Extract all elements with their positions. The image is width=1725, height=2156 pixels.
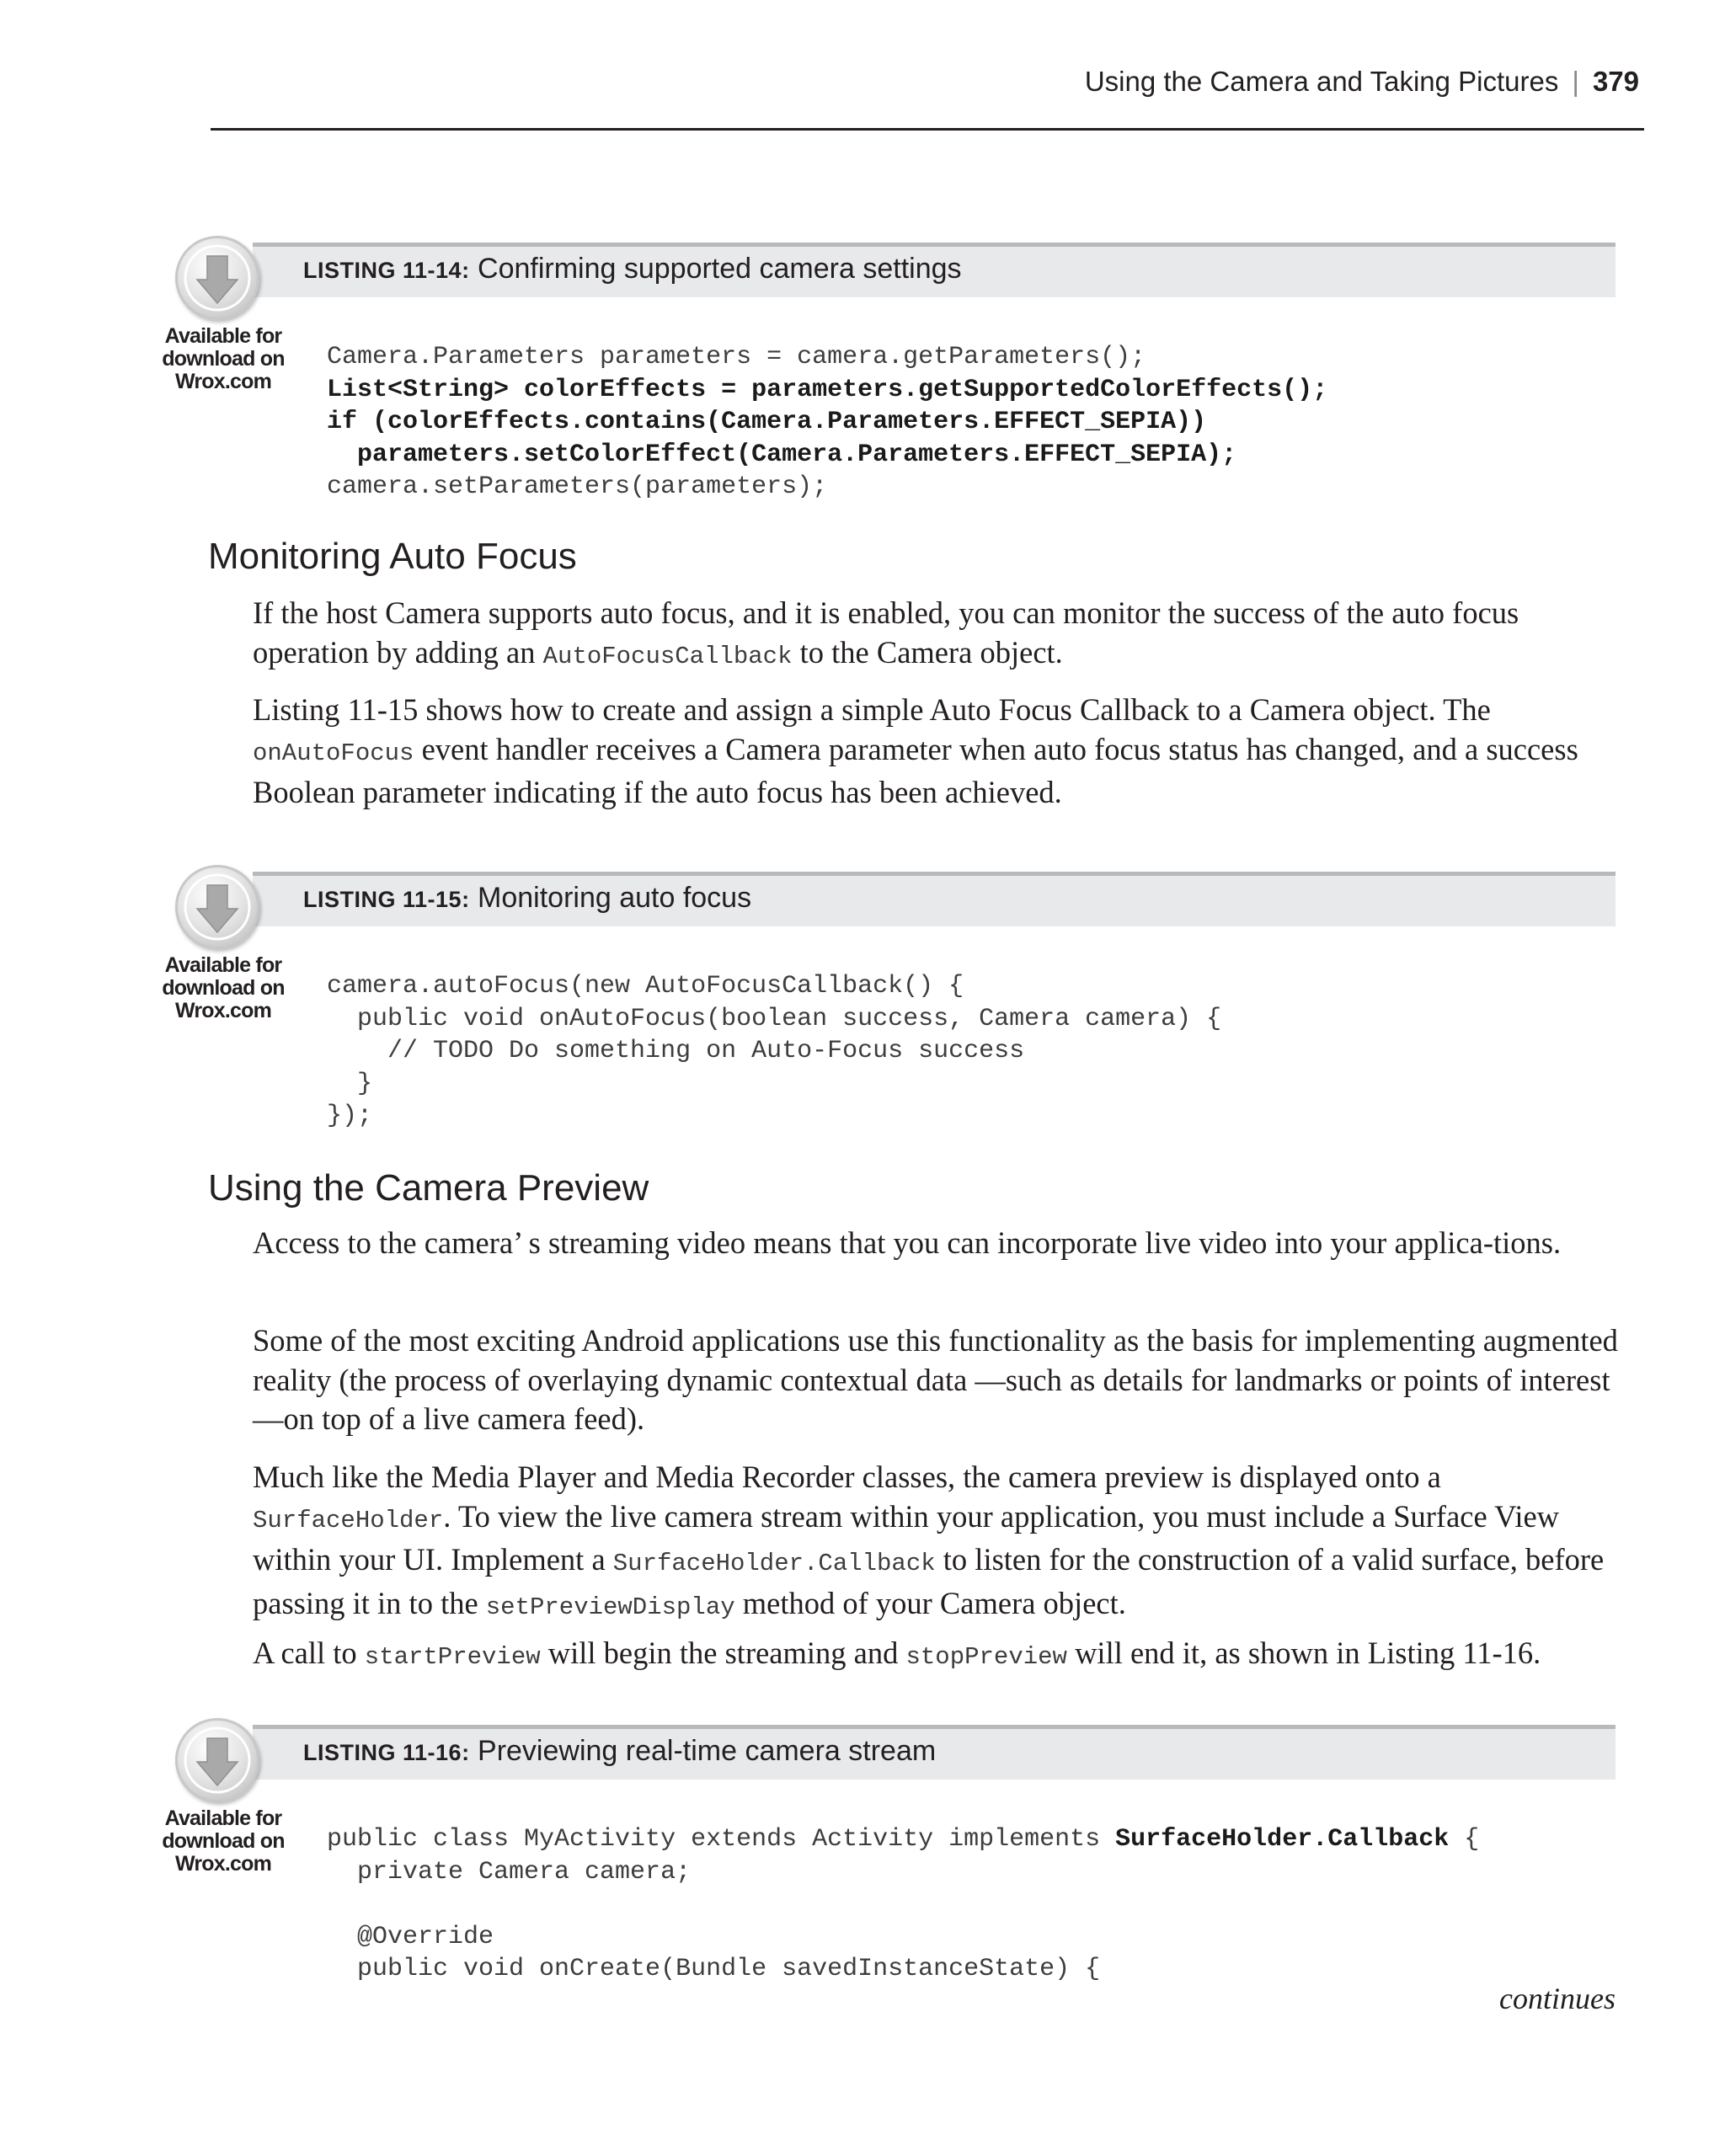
text: will begin the streaming and xyxy=(540,1636,906,1670)
download-caption-line: download on xyxy=(162,1829,285,1853)
download-caption-line: download on xyxy=(162,347,285,371)
section-heading: Using the Camera Preview xyxy=(208,1167,649,1209)
text: will end it, as shown in Listing 11-16. xyxy=(1066,1636,1541,1670)
code-line: } xyxy=(327,1069,373,1098)
code-line: if (colorEffects.contains(Camera.Parameters.EFFECT_SEPIA)) xyxy=(327,408,1207,437)
chapter-title: Using the Camera and Taking Pictures xyxy=(1084,66,1559,97)
download-arrow-icon[interactable] xyxy=(175,1718,259,1802)
inline-code: onAutoFocus xyxy=(253,739,414,767)
text: Much like the Media Player and Media Recorder classes, the camera preview is displayed onto a xyxy=(253,1460,1441,1494)
page-number: 379 xyxy=(1592,66,1639,97)
code-line: Camera.Parameters parameters = camera.getParameters(); xyxy=(327,343,1146,371)
code-bold-text: SurfaceHolder.Callback xyxy=(1115,1825,1450,1854)
code-line: public void onAutoFocus(boolean success, Camera camera) { xyxy=(327,1004,1222,1033)
download-caption[interactable] xyxy=(160,1807,286,1876)
code-block xyxy=(327,1823,1479,1986)
download-caption[interactable] xyxy=(160,325,286,393)
download-arrow-icon[interactable] xyxy=(175,865,259,949)
inline-code: startPreview xyxy=(364,1643,541,1671)
code-text: { xyxy=(1449,1825,1480,1854)
paragraph: Access to the camera’ s streaming video means that you can incorporate live video into your applica-tions. xyxy=(253,1225,1562,1260)
running-header xyxy=(211,62,1644,131)
inline-code: setPreviewDisplay xyxy=(485,1593,735,1621)
download-caption-line: Available for xyxy=(164,324,282,348)
text: . To view the live camera stream within your application, you must include a Surface View within your UI. Implement a xyxy=(253,1498,1560,1577)
listing-caption: Monitoring auto focus xyxy=(478,882,752,914)
paragraph xyxy=(253,1458,1624,1627)
code-line xyxy=(327,1888,1479,1921)
code-line: camera.autoFocus(new AutoFocusCallback() { xyxy=(327,972,964,1001)
text: to the Camera object. xyxy=(792,634,1063,670)
code-line: parameters.setColorEffect(Camera.Parameters.EFFECT_SEPIA); xyxy=(327,440,1237,469)
inline-code: SurfaceHolder.Callback xyxy=(612,1550,936,1577)
code-line: // TODO Do something on Auto-Focus success xyxy=(327,1037,1025,1066)
listing-caption: Confirming supported camera settings xyxy=(478,253,962,285)
download-caption[interactable] xyxy=(160,954,286,1022)
code-line xyxy=(327,1823,1479,1856)
download-arrow-icon[interactable] xyxy=(175,236,259,320)
code-line: List<String> colorEffects = parameters.getSupportedColorEffects(); xyxy=(327,375,1328,404)
download-caption-line: download on xyxy=(162,976,285,1000)
inline-code: SurfaceHolder xyxy=(253,1506,444,1534)
code-text: public class MyActivity extends Activity implements xyxy=(327,1825,1116,1854)
text: If the host Camera supports auto focus, and it is enabled, you can monitor the success of the auto focus operation by adding an xyxy=(253,595,1519,670)
listing-number: LISTING 11-15: xyxy=(303,887,470,912)
section-heading: Monitoring Auto Focus xyxy=(208,536,577,577)
listing-number: LISTING 11-14: xyxy=(303,258,470,283)
text: A call to xyxy=(253,1636,365,1670)
download-caption-line: Wrox.com xyxy=(175,999,271,1022)
code-line: public void onCreate(Bundle savedInstanceState) { xyxy=(327,1955,1101,1984)
download-caption-line: Available for xyxy=(164,953,282,977)
paragraph: Some of the most exciting Android applications use this functionality as the basis for implementing augmented reality (the process of overlaying dynamic contextual data —such as details for landmarks or points of interest —on top of a live camera feed). xyxy=(253,1323,1618,1436)
header-text xyxy=(1085,66,1639,98)
download-caption-line: Wrox.com xyxy=(175,1852,271,1876)
code-line: camera.setParameters(parameters); xyxy=(327,472,828,502)
text: method of your Camera object. xyxy=(734,1585,1126,1620)
paragraph xyxy=(253,691,1624,813)
paragraph xyxy=(253,594,1624,676)
paragraph xyxy=(253,1634,1624,1678)
listing-title xyxy=(303,253,962,286)
listing-number: LISTING 11-16: xyxy=(303,1740,470,1765)
text: Listing 11-15 shows how to create and assign a simple Auto Focus Callback to a Camera object. The xyxy=(253,692,1491,727)
continues-note: continues xyxy=(1499,1982,1616,2015)
listing-caption: Previewing real-time camera stream xyxy=(478,1735,937,1767)
code-line: @Override xyxy=(327,1922,494,1951)
download-caption-line: Available for xyxy=(164,1806,282,1830)
code-block xyxy=(327,970,1221,1133)
header-separator: | xyxy=(1572,66,1579,97)
inline-code: stopPreview xyxy=(905,1643,1067,1671)
listing-title xyxy=(303,1735,936,1768)
download-caption-line: Wrox.com xyxy=(175,370,271,393)
text: event handler receives a Camera parameter when auto focus status has changed, and a success Boolean parameter indicating if the auto focus has been achieved. xyxy=(253,731,1578,809)
code-line: private Camera camera; xyxy=(327,1857,692,1886)
text: to listen for the construction of a valid surface, before passing it in to the xyxy=(253,1542,1605,1620)
listing-title xyxy=(303,882,751,915)
code-block xyxy=(327,341,1327,504)
inline-code: AutoFocusCallback xyxy=(542,642,793,670)
code-line: }); xyxy=(327,1102,373,1131)
